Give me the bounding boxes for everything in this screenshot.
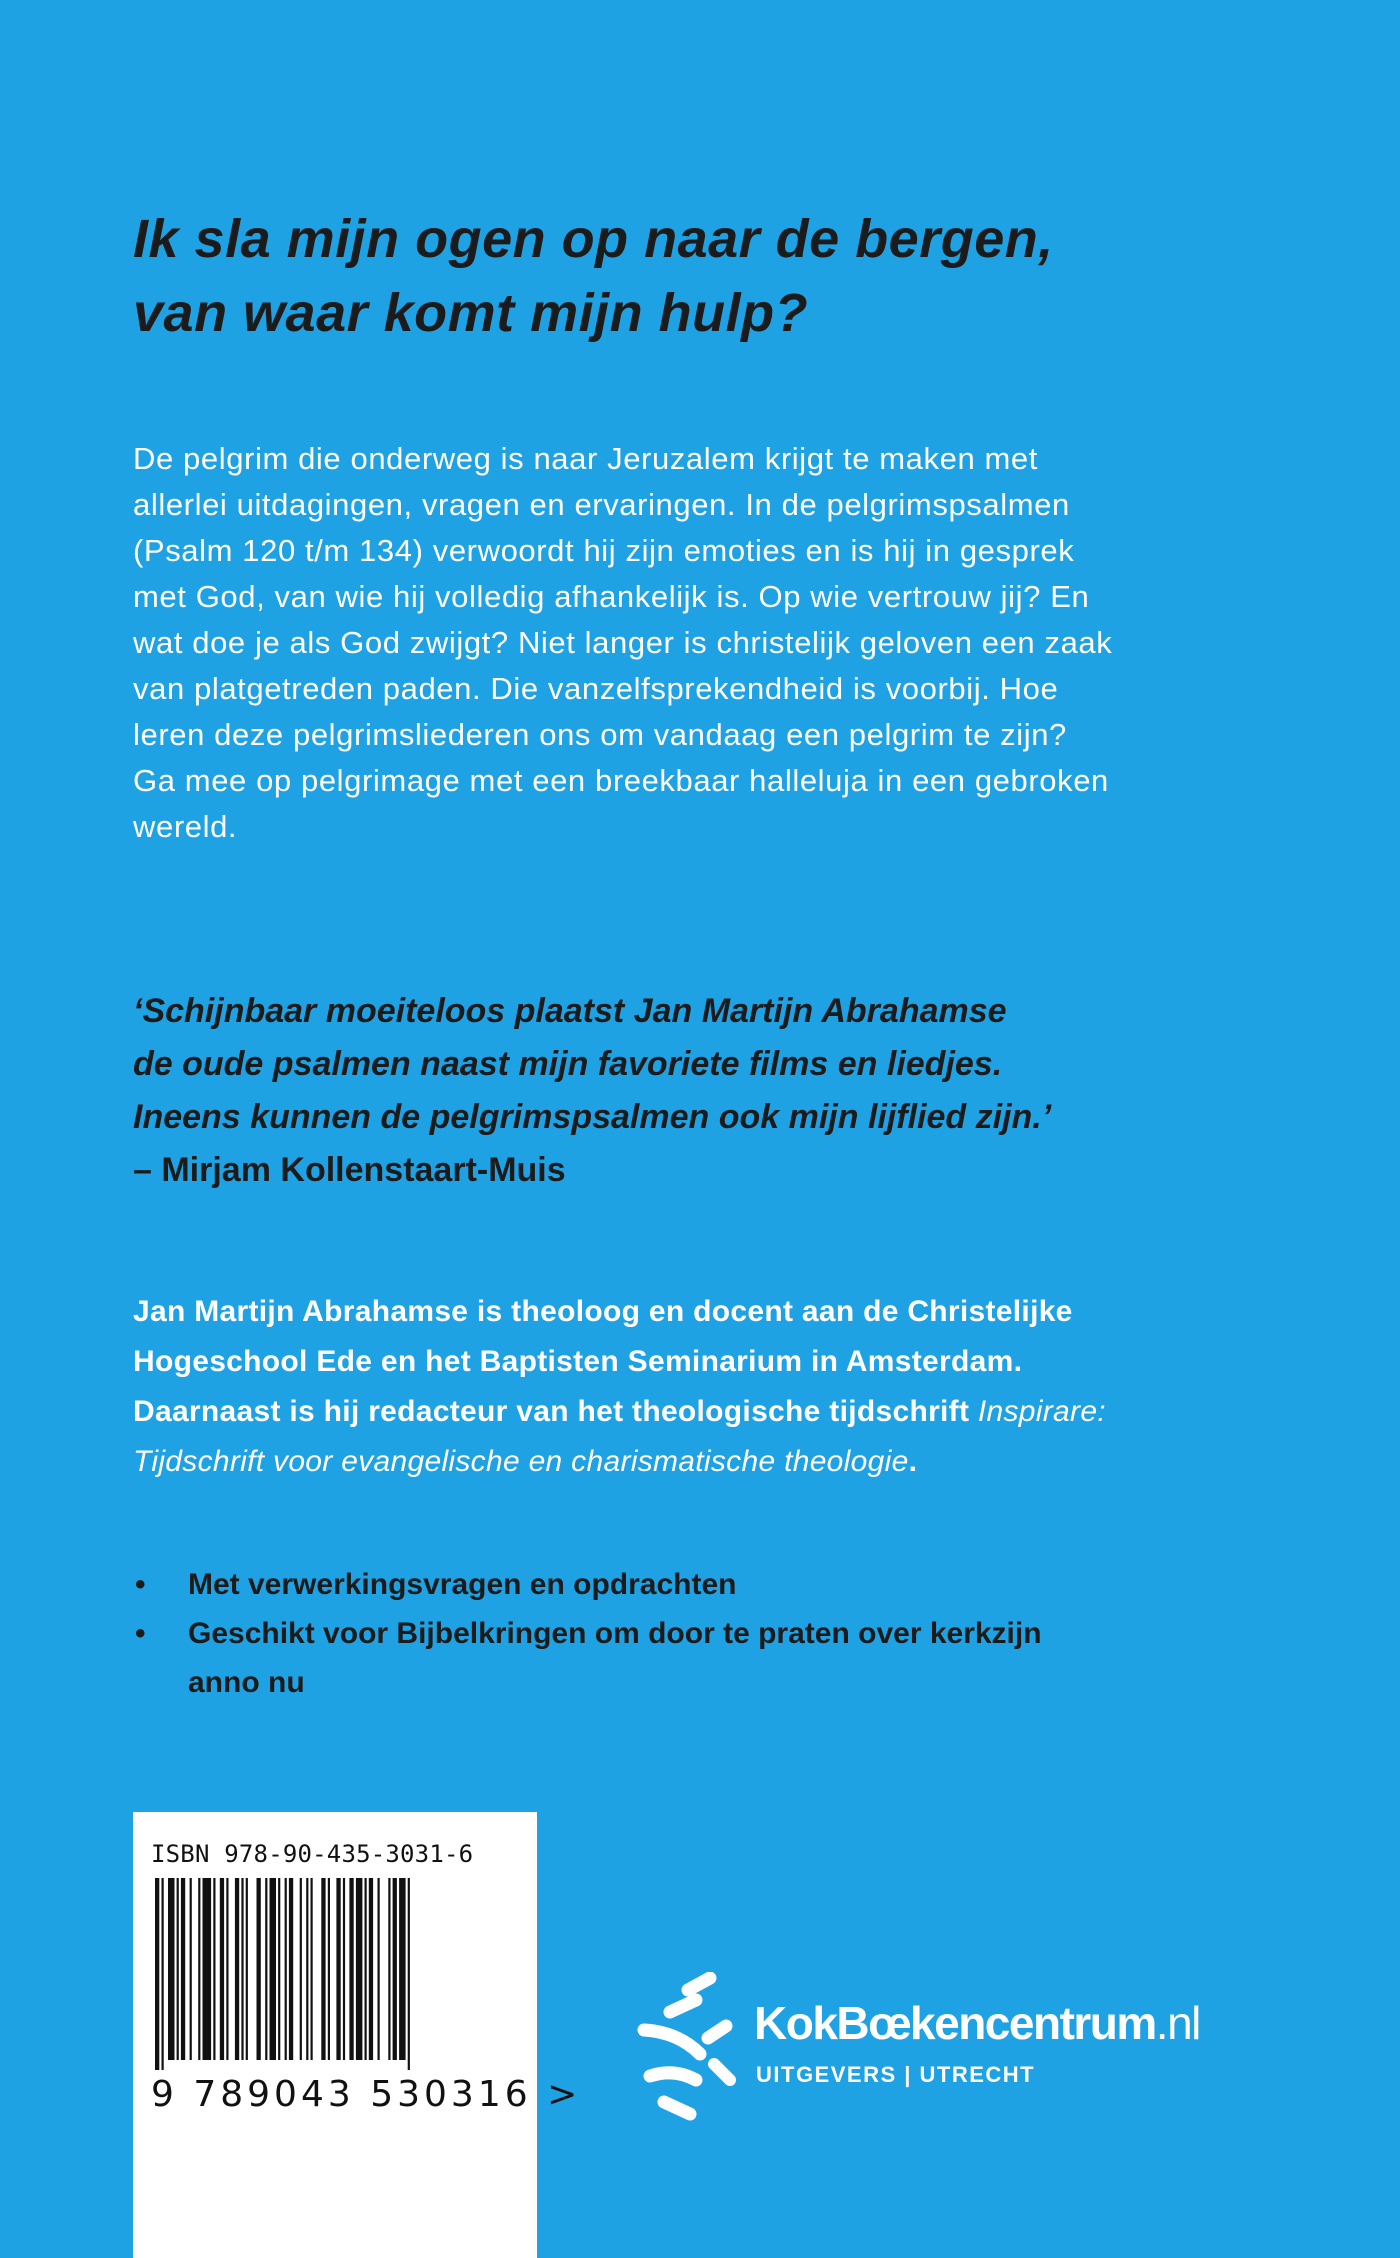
bio-text: . xyxy=(908,1445,918,1478)
kokboekencentrum-logo-icon xyxy=(630,1972,740,2122)
barcode-bar xyxy=(177,1878,179,2060)
blurb-line: leren deze pelgrimsliederen ons om vandaag een pelgrim te zijn? xyxy=(133,717,1067,752)
barcode-bar xyxy=(246,1878,248,2060)
barcode-bar xyxy=(300,1878,302,2060)
barcode-bar xyxy=(265,1878,267,2060)
barcode-bar xyxy=(270,1878,277,2060)
barcode-bar xyxy=(181,1878,185,2060)
blurb-line: wereld. xyxy=(133,809,238,844)
barcode-bar xyxy=(241,1878,243,2060)
feature-item xyxy=(133,1609,1313,1707)
barcode-bar xyxy=(321,1878,325,2060)
feature-item xyxy=(133,1560,1313,1609)
feature-line: • Geschikt voor Bijbelkringen om door te praten over kerkzijn xyxy=(188,1617,1042,1650)
blurb-line: (Psalm 120 t/m 134) verwoordt hij zijn emoties en is hij in gesprek xyxy=(133,533,1075,568)
blurb-line: met God, van wie hij volledig afhankelijk is. Op wie vertrouw jij? En xyxy=(133,579,1090,614)
barcode-image xyxy=(151,1878,519,2070)
isbn-label: ISBN 978-90-435-3031-6 xyxy=(151,1840,474,1868)
barcode-bar xyxy=(285,1878,287,2060)
barcode-bar xyxy=(393,1878,397,2060)
blurb-line: van platgetreden paden. Die vanzelfsprekendheid is voorbij. Hoe xyxy=(133,671,1059,706)
journal-subtitle: Tijdschrift voor evangelische en charismatische theologie xyxy=(133,1445,909,1478)
barcode-bar xyxy=(278,1878,280,2060)
barcode-panel xyxy=(133,1812,582,2258)
barcode-bar xyxy=(328,1878,330,2060)
barcode-bar xyxy=(226,1878,228,2060)
barcode-bar xyxy=(365,1878,367,2060)
quote-line: ‘Schijnbaar moeiteloos plaatst Jan Martijn Abrahamse xyxy=(133,992,1007,1030)
barcode-bar xyxy=(155,1878,159,2070)
blurb-line: Ga mee op pelgrimage met een breekbaar halleluja in een gebroken xyxy=(133,763,1109,798)
barcode-bar xyxy=(257,1878,261,2060)
publisher-name-main: KokBœkencentrum xyxy=(754,1997,1156,2049)
blurb-line: De pelgrim die onderweg is naar Jeruzalem krijgt te maken met xyxy=(133,441,1038,476)
barcode-bar xyxy=(213,1878,215,2060)
barcode-bar xyxy=(306,1878,308,2060)
blurb-line: allerlei uitdagingen, vragen en ervaringen. In de pelgrimspsalmen xyxy=(133,487,1070,522)
barcode-bar xyxy=(289,1878,293,2060)
bio-text: Daarnaast is hij redacteur van het theologische tijdschrift xyxy=(133,1395,978,1428)
barcode-bar xyxy=(190,1878,192,2060)
author-bio xyxy=(133,1287,1313,1487)
publisher-logo xyxy=(630,1972,1290,2122)
feature-list xyxy=(133,1560,1313,1707)
barcode-bar xyxy=(388,1878,390,2060)
quote-line: de oude psalmen naast mijn favoriete films en liedjes. xyxy=(133,1045,1003,1083)
barcode-bar xyxy=(168,1878,175,2060)
blurb-paragraph xyxy=(133,436,1293,850)
bio-line xyxy=(133,1387,1313,1437)
barcode-bar xyxy=(336,1878,340,2060)
headline xyxy=(133,202,1283,350)
barcode-bar xyxy=(378,1878,380,2060)
headline-line: Ik sla mijn ogen op naar de bergen, xyxy=(133,209,1054,269)
barcode-bar xyxy=(408,1878,410,2070)
bio-line xyxy=(133,1437,1313,1487)
endorsement-quote xyxy=(133,985,1313,1197)
bio-line: Hogeschool Ede en het Baptisten Seminarium in Amsterdam. xyxy=(133,1345,1023,1378)
journal-title: Inspirare: xyxy=(977,1395,1106,1428)
quote-line: Ineens kunnen de pelgrimspsalmen ook mijn lijflied zijn.’ xyxy=(133,1098,1052,1136)
barcode-bar xyxy=(311,1878,313,2060)
barcode-bar xyxy=(399,1878,406,2060)
bio-line: Jan Martijn Abrahamse is theoloog en docent aan de Christelijke xyxy=(133,1295,1073,1328)
quote-author: – Mirjam Kollenstaart-Muis xyxy=(133,1151,566,1189)
barcode-bar xyxy=(349,1878,353,2060)
headline-line: van waar komt mijn hulp? xyxy=(133,283,809,343)
publisher-subtitle: UITGEVERS | UTRECHT xyxy=(756,2062,1036,2087)
barcode-bar xyxy=(369,1878,373,2060)
feature-line: • Met verwerkingsvragen en opdrachten xyxy=(188,1568,737,1601)
barcode-bar xyxy=(198,1878,200,2060)
blurb-line: wat doe je als God zwijgt? Niet langer is christelijk geloven een zaak xyxy=(133,625,1113,660)
publisher-name xyxy=(754,1996,1200,2050)
barcode-bar xyxy=(356,1878,363,2060)
barcode-bar xyxy=(162,1878,164,2070)
barcode-bar xyxy=(203,1878,212,2060)
barcode-bar xyxy=(235,1878,239,2060)
publisher-name-tld: .nl xyxy=(1155,1997,1200,2049)
barcode-bar xyxy=(220,1878,224,2060)
feature-line: anno nu xyxy=(188,1666,305,1699)
barcode-number: 9 789043 530316 > xyxy=(151,2074,582,2115)
barcode-bar xyxy=(343,1878,345,2060)
